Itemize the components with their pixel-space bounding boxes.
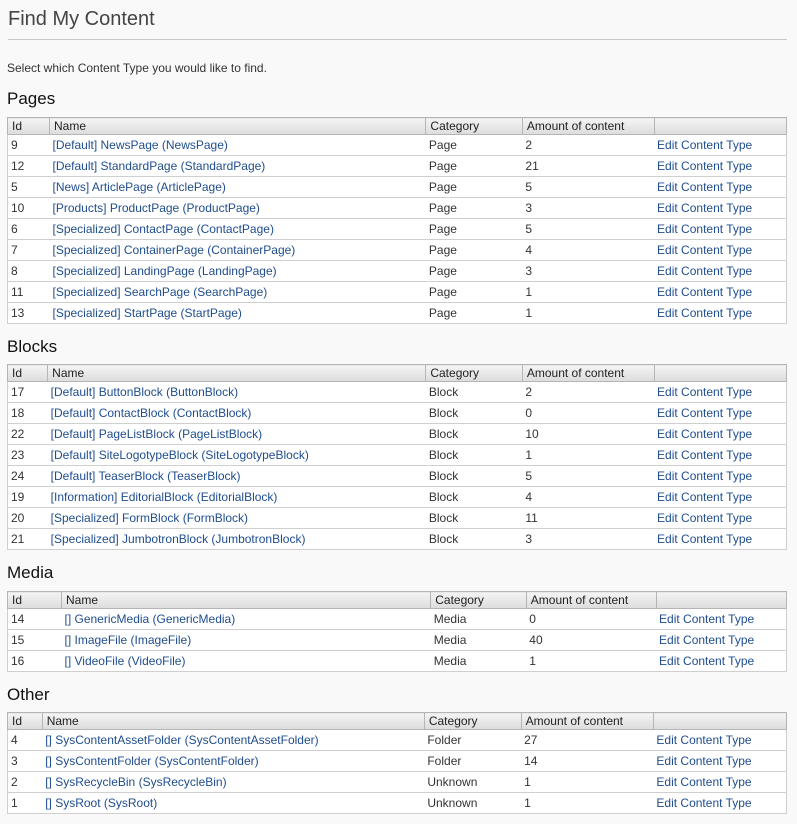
content-type-table-blocks bbox=[7, 364, 787, 550]
edit-content-type-cell bbox=[656, 609, 786, 630]
content-type-name-cell bbox=[49, 177, 425, 198]
column-header-category: Category bbox=[426, 118, 522, 135]
content-amount: 5 bbox=[522, 466, 654, 487]
edit-content-type-cell bbox=[654, 177, 786, 198]
table-header-row bbox=[8, 592, 787, 609]
content-amount: 1 bbox=[526, 651, 656, 672]
content-amount: 10 bbox=[522, 424, 654, 445]
edit-content-type-cell bbox=[653, 751, 786, 772]
content-type-category: Block bbox=[426, 529, 523, 550]
content-type-name-link[interactable]: [] ImageFile (ImageFile) bbox=[64, 633, 192, 647]
content-type-id: 16 bbox=[8, 651, 62, 672]
content-type-id: 4 bbox=[8, 730, 43, 751]
edit-content-type-cell bbox=[654, 424, 786, 445]
edit-content-type-link[interactable]: Edit Content Type bbox=[656, 733, 752, 747]
content-type-id: 10 bbox=[8, 198, 50, 219]
section-heading-pages: Pages bbox=[7, 89, 56, 108]
column-header-amount: Amount of content bbox=[522, 365, 654, 382]
content-type-category: Page bbox=[426, 282, 522, 303]
table-row bbox=[8, 403, 787, 424]
content-type-category: Page bbox=[426, 219, 522, 240]
edit-content-type-link[interactable]: Edit Content Type bbox=[657, 285, 753, 299]
table-row bbox=[8, 793, 787, 814]
content-type-name-cell bbox=[62, 609, 431, 630]
content-type-name-link[interactable]: [Specialized] LandingPage (LandingPage) bbox=[52, 264, 277, 278]
table-row bbox=[8, 156, 787, 177]
content-amount: 0 bbox=[526, 609, 656, 630]
content-type-category: Media bbox=[431, 651, 527, 672]
content-amount: 3 bbox=[522, 198, 654, 219]
content-amount: 3 bbox=[522, 529, 654, 550]
column-header-action bbox=[654, 118, 786, 135]
content-type-name-link[interactable]: [Specialized] StartPage (StartPage) bbox=[52, 306, 242, 320]
column-header-action bbox=[656, 592, 786, 609]
edit-content-type-cell bbox=[654, 487, 786, 508]
edit-content-type-link[interactable]: Edit Content Type bbox=[657, 511, 753, 525]
section-heading-other: Other bbox=[7, 685, 50, 704]
content-amount: 4 bbox=[522, 487, 654, 508]
table-row bbox=[8, 730, 787, 751]
edit-content-type-link[interactable]: Edit Content Type bbox=[657, 469, 753, 483]
content-type-name-cell bbox=[48, 424, 426, 445]
content-type-category: Media bbox=[431, 609, 527, 630]
table-row bbox=[8, 303, 787, 324]
edit-content-type-link[interactable]: Edit Content Type bbox=[657, 427, 753, 441]
table-row bbox=[8, 651, 787, 672]
content-type-id: 11 bbox=[8, 282, 50, 303]
content-type-id: 18 bbox=[8, 403, 48, 424]
edit-content-type-link[interactable]: Edit Content Type bbox=[657, 490, 753, 504]
content-type-category: Page bbox=[426, 198, 522, 219]
content-type-category: Folder bbox=[424, 751, 521, 772]
content-type-name-link[interactable]: [News] ArticlePage (ArticlePage) bbox=[52, 180, 226, 194]
content-type-category: Page bbox=[426, 240, 522, 261]
edit-content-type-link[interactable]: Edit Content Type bbox=[657, 138, 753, 152]
content-type-category: Folder bbox=[424, 730, 521, 751]
edit-content-type-link[interactable]: Edit Content Type bbox=[656, 775, 752, 789]
content-amount: 40 bbox=[526, 630, 656, 651]
content-type-name-link[interactable]: [Specialized] JumbotronBlock (JumbotronBlock) bbox=[50, 532, 306, 546]
content-type-category: Block bbox=[426, 424, 523, 445]
content-type-name-cell bbox=[49, 219, 425, 240]
content-type-name-link[interactable]: [Specialized] FormBlock (FormBlock) bbox=[50, 511, 249, 525]
table-row bbox=[8, 282, 787, 303]
column-header-action bbox=[654, 365, 786, 382]
content-type-table-other bbox=[7, 712, 787, 814]
content-type-id: 6 bbox=[8, 219, 50, 240]
content-type-category: Block bbox=[426, 487, 523, 508]
table-row bbox=[8, 424, 787, 445]
table-row bbox=[8, 382, 787, 403]
table-row bbox=[8, 529, 787, 550]
edit-content-type-link[interactable]: Edit Content Type bbox=[659, 612, 755, 626]
content-type-id: 23 bbox=[8, 445, 48, 466]
content-type-category: Unknown bbox=[424, 793, 521, 814]
table-row bbox=[8, 508, 787, 529]
content-type-category: Page bbox=[426, 177, 522, 198]
content-type-name-link[interactable]: [] GenericMedia (GenericMedia) bbox=[64, 612, 236, 626]
edit-content-type-link[interactable]: Edit Content Type bbox=[657, 159, 753, 173]
content-type-name-cell bbox=[62, 630, 431, 651]
edit-content-type-link[interactable]: Edit Content Type bbox=[657, 243, 753, 257]
table-row bbox=[8, 261, 787, 282]
content-type-name-cell bbox=[42, 793, 424, 814]
edit-content-type-link[interactable]: Edit Content Type bbox=[657, 222, 753, 236]
content-amount: 27 bbox=[521, 730, 653, 751]
table-header-row bbox=[8, 713, 787, 730]
table-header-row bbox=[8, 365, 787, 382]
content-amount: 21 bbox=[522, 156, 654, 177]
content-type-name-link[interactable]: [Specialized] ContainerPage (ContainerPage) bbox=[52, 243, 296, 257]
edit-content-type-link[interactable]: Edit Content Type bbox=[657, 201, 753, 215]
content-type-name-link[interactable]: [Products] ProductPage (ProductPage) bbox=[52, 201, 260, 215]
table-row bbox=[8, 751, 787, 772]
content-type-id: 8 bbox=[8, 261, 50, 282]
content-type-name-cell bbox=[48, 487, 426, 508]
content-type-name-cell bbox=[42, 730, 424, 751]
column-header-id: Id bbox=[8, 118, 50, 135]
content-type-category: Page bbox=[426, 156, 522, 177]
content-type-name-link[interactable]: [Default] NewsPage (NewsPage) bbox=[52, 138, 228, 152]
content-type-id: 15 bbox=[8, 630, 62, 651]
content-type-name-link[interactable]: [Default] ContactBlock (ContactBlock) bbox=[50, 406, 252, 420]
table-row bbox=[8, 772, 787, 793]
content-amount: 1 bbox=[522, 282, 654, 303]
edit-content-type-link[interactable]: Edit Content Type bbox=[657, 532, 753, 546]
content-type-id: 22 bbox=[8, 424, 48, 445]
edit-content-type-link[interactable]: Edit Content Type bbox=[657, 180, 753, 194]
content-type-name-link[interactable]: [Specialized] SearchPage (SearchPage) bbox=[52, 285, 268, 299]
column-header-name: Name bbox=[48, 365, 426, 382]
content-type-table-pages bbox=[7, 117, 787, 324]
content-type-name-cell bbox=[49, 261, 425, 282]
content-type-name-link[interactable]: [Information] EditorialBlock (EditorialBlock) bbox=[50, 490, 278, 504]
edit-content-type-cell bbox=[653, 730, 786, 751]
column-header-name: Name bbox=[42, 713, 424, 730]
edit-content-type-cell bbox=[654, 529, 786, 550]
edit-content-type-link[interactable]: Edit Content Type bbox=[659, 633, 755, 647]
content-type-category: Page bbox=[426, 135, 522, 156]
content-type-name-link[interactable]: [] SysRecycleBin (SysRecycleBin) bbox=[45, 775, 227, 789]
column-header-id: Id bbox=[8, 365, 48, 382]
edit-content-type-link[interactable]: Edit Content Type bbox=[656, 754, 752, 768]
content-type-id: 20 bbox=[8, 508, 48, 529]
content-type-name-cell bbox=[49, 198, 425, 219]
edit-content-type-cell bbox=[654, 403, 786, 424]
content-type-name-link[interactable]: [] VideoFile (VideoFile) bbox=[64, 654, 186, 668]
content-type-id: 1 bbox=[8, 793, 43, 814]
edit-content-type-cell bbox=[654, 198, 786, 219]
table-row bbox=[8, 609, 787, 630]
content-type-name-cell bbox=[48, 466, 426, 487]
content-amount: 1 bbox=[521, 793, 653, 814]
content-type-name-link[interactable]: [] SysContentFolder (SysContentFolder) bbox=[45, 754, 259, 768]
content-amount: 5 bbox=[522, 219, 654, 240]
edit-content-type-cell bbox=[656, 651, 786, 672]
edit-content-type-cell bbox=[654, 219, 786, 240]
edit-content-type-cell bbox=[654, 240, 786, 261]
content-amount: 2 bbox=[522, 135, 654, 156]
column-header-amount: Amount of content bbox=[526, 592, 656, 609]
content-type-id: 3 bbox=[8, 751, 43, 772]
content-type-id: 12 bbox=[8, 156, 50, 177]
table-header-row bbox=[8, 118, 787, 135]
column-header-name: Name bbox=[49, 118, 425, 135]
column-header-id: Id bbox=[8, 713, 43, 730]
column-header-amount: Amount of content bbox=[521, 713, 653, 730]
edit-content-type-link[interactable]: Edit Content Type bbox=[657, 385, 753, 399]
intro-text: Select which Content Type you would like to find. bbox=[7, 61, 267, 75]
edit-content-type-cell bbox=[653, 772, 786, 793]
content-type-id: 9 bbox=[8, 135, 50, 156]
content-type-name-cell bbox=[48, 529, 426, 550]
content-type-name-link[interactable]: [Default] SiteLogotypeBlock (SiteLogotypeBlock) bbox=[50, 448, 309, 462]
edit-content-type-cell bbox=[654, 156, 786, 177]
content-type-category: Block bbox=[426, 508, 523, 529]
table-row bbox=[8, 445, 787, 466]
content-type-category: Block bbox=[426, 382, 523, 403]
content-type-name-cell bbox=[62, 651, 431, 672]
page-title: Find My Content bbox=[8, 0, 787, 40]
content-type-id: 19 bbox=[8, 487, 48, 508]
content-type-name-link[interactable]: [] SysContentAssetFolder (SysContentAssetFolder) bbox=[45, 733, 319, 747]
column-header-action bbox=[653, 713, 786, 730]
content-type-id: 14 bbox=[8, 609, 62, 630]
content-type-id: 13 bbox=[8, 303, 50, 324]
column-header-category: Category bbox=[431, 592, 527, 609]
content-type-name-cell bbox=[49, 156, 425, 177]
content-type-table-media bbox=[7, 591, 787, 672]
edit-content-type-cell bbox=[654, 282, 786, 303]
content-amount: 5 bbox=[522, 177, 654, 198]
content-amount: 4 bbox=[522, 240, 654, 261]
table-row bbox=[8, 198, 787, 219]
section-heading-media: Media bbox=[7, 563, 54, 582]
content-type-category: Page bbox=[426, 261, 522, 282]
content-amount: 1 bbox=[522, 445, 654, 466]
content-type-category: Page bbox=[426, 303, 522, 324]
content-type-name-cell bbox=[49, 303, 425, 324]
column-header-id: Id bbox=[8, 592, 62, 609]
content-type-id: 17 bbox=[8, 382, 48, 403]
content-amount: 14 bbox=[521, 751, 653, 772]
content-amount: 1 bbox=[521, 772, 653, 793]
edit-content-type-cell bbox=[654, 135, 786, 156]
content-type-name-link[interactable]: [] SysRoot (SysRoot) bbox=[45, 796, 158, 810]
table-row bbox=[8, 487, 787, 508]
edit-content-type-cell bbox=[653, 793, 786, 814]
content-amount: 1 bbox=[522, 303, 654, 324]
column-header-amount: Amount of content bbox=[522, 118, 654, 135]
edit-content-type-link[interactable]: Edit Content Type bbox=[657, 406, 753, 420]
content-type-name-link[interactable]: [Default] PageListBlock (PageListBlock) bbox=[50, 427, 263, 441]
edit-content-type-cell bbox=[654, 508, 786, 529]
content-type-name-link[interactable]: [Default] StandardPage (StandardPage) bbox=[52, 159, 266, 173]
content-type-name-link[interactable]: [Specialized] ContactPage (ContactPage) bbox=[52, 222, 274, 236]
edit-content-type-cell bbox=[654, 445, 786, 466]
edit-content-type-link[interactable]: Edit Content Type bbox=[656, 796, 752, 810]
content-type-category: Media bbox=[431, 630, 527, 651]
edit-content-type-cell bbox=[654, 303, 786, 324]
column-header-category: Category bbox=[426, 365, 523, 382]
content-amount: 11 bbox=[522, 508, 654, 529]
content-type-category: Unknown bbox=[424, 772, 521, 793]
content-type-name-cell bbox=[49, 240, 425, 261]
content-type-category: Block bbox=[426, 466, 523, 487]
table-row bbox=[8, 177, 787, 198]
content-type-id: 24 bbox=[8, 466, 48, 487]
content-type-name-cell bbox=[42, 772, 424, 793]
content-type-name-cell bbox=[48, 382, 426, 403]
content-amount: 3 bbox=[522, 261, 654, 282]
edit-content-type-cell bbox=[654, 382, 786, 403]
edit-content-type-cell bbox=[654, 261, 786, 282]
content-type-name-link[interactable]: [Default] TeaserBlock (TeaserBlock) bbox=[50, 469, 241, 483]
table-row bbox=[8, 630, 787, 651]
edit-content-type-link[interactable]: Edit Content Type bbox=[657, 306, 753, 320]
table-row bbox=[8, 240, 787, 261]
column-header-name: Name bbox=[62, 592, 431, 609]
content-type-name-cell bbox=[49, 135, 425, 156]
content-type-name-cell bbox=[48, 445, 426, 466]
table-row bbox=[8, 466, 787, 487]
edit-content-type-link[interactable]: Edit Content Type bbox=[657, 264, 753, 278]
content-type-id: 7 bbox=[8, 240, 50, 261]
content-type-id: 5 bbox=[8, 177, 50, 198]
edit-content-type-cell bbox=[656, 630, 786, 651]
edit-content-type-link[interactable]: Edit Content Type bbox=[659, 654, 755, 668]
content-type-name-cell bbox=[48, 508, 426, 529]
content-type-name-cell bbox=[48, 403, 426, 424]
edit-content-type-cell bbox=[654, 466, 786, 487]
content-amount: 2 bbox=[522, 382, 654, 403]
content-amount: 0 bbox=[522, 403, 654, 424]
content-type-category: Block bbox=[426, 403, 523, 424]
edit-content-type-link[interactable]: Edit Content Type bbox=[657, 448, 753, 462]
content-type-id: 2 bbox=[8, 772, 43, 793]
section-heading-blocks: Blocks bbox=[7, 337, 58, 356]
column-header-category: Category bbox=[424, 713, 521, 730]
content-type-category: Block bbox=[426, 445, 523, 466]
table-row bbox=[8, 219, 787, 240]
content-type-name-cell bbox=[49, 282, 425, 303]
content-type-name-link[interactable]: [Default] ButtonBlock (ButtonBlock) bbox=[50, 385, 239, 399]
content-type-id: 21 bbox=[8, 529, 48, 550]
content-type-name-cell bbox=[42, 751, 424, 772]
table-row bbox=[8, 135, 787, 156]
